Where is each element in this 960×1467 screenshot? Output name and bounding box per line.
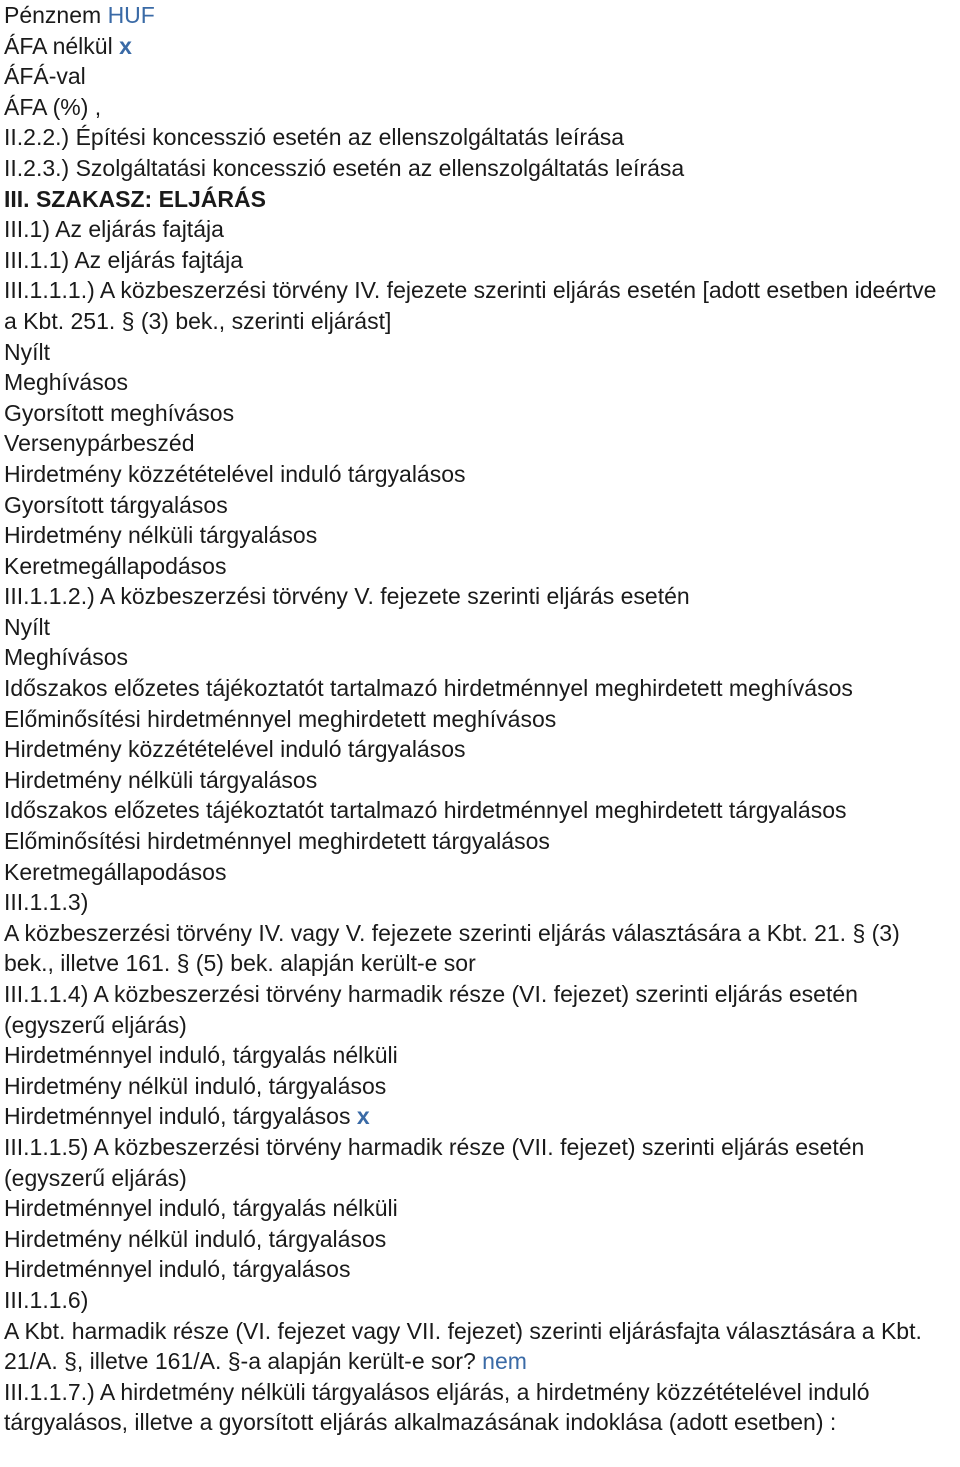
- section-2-2-3: II.2.3.) Szolgáltatási koncesszió esetén az ellenszolgáltatás leírása: [4, 154, 685, 181]
- section-3-1-1-4-title: III.1.1.4) A közbeszerzési törvény harmadik része (VI. fejezet) szerinti eljárás esetén (egyszerű eljárás): [4, 981, 858, 1038]
- list-item: Gyorsított tárgyalásos: [4, 491, 228, 518]
- vat-without-mark: x: [119, 32, 132, 59]
- list-item: Hirdetménnyel induló, tárgyalás nélküli: [4, 1042, 398, 1069]
- vat-percent-label: ÁFA (%) ,: [4, 93, 102, 120]
- list-item: Meghívásos: [4, 369, 129, 396]
- section-3-1-1: III.1.1) Az eljárás fajtája: [4, 246, 244, 273]
- section-3-1-1-6-value: nem: [482, 1348, 527, 1375]
- currency-row: [4, 0, 960, 31]
- list-item: Keretmegállapodásos: [4, 858, 227, 885]
- section-3-1-1-1: III.1.1.1.) A közbeszerzési törvény IV. fejezete szerinti eljárás esetén [adott esetben ideértve a Kbt. 251. § (3) bek., szerinti eljárást]: [4, 277, 937, 334]
- list-item: Versenypárbeszéd: [4, 430, 195, 457]
- list-item: Nyílt: [4, 338, 50, 365]
- section-3-1-1-5-title: III.1.1.5) A közbeszerzési törvény harmadik része (VII. fejezet) szerinti eljárás esetén (egyszerű eljárás): [4, 1133, 865, 1191]
- section-3-1-1-6-code: III.1.1.6): [4, 1286, 89, 1313]
- section-2-2-2: II.2.2.) Építési koncesszió esetén az ellenszolgáltatás leírása: [4, 124, 625, 151]
- section-3-1-1-2: III.1.1.2.) A közbeszerzési törvény V. fejezete szerinti eljárás esetén: [4, 583, 690, 610]
- list-item: Keretmegállapodásos: [4, 552, 227, 579]
- list-item: Időszakos előzetes tájékoztatót tartalmazó hirdetménnyel meghirdetett meghívásos: [4, 675, 853, 702]
- list-item: Nyílt: [4, 613, 50, 640]
- procedure-list-iv: [4, 337, 960, 582]
- selected-item-row: [4, 1101, 960, 1132]
- list-item: Meghívásos: [4, 644, 129, 671]
- list-item: Hirdetménnyel induló, tárgyalásos: [4, 1103, 351, 1130]
- vat-without-row: [4, 31, 960, 62]
- vat-without-label: ÁFA nélkül: [4, 32, 113, 59]
- list-item: Hirdetmény nélkül induló, tárgyalásos: [4, 1225, 387, 1252]
- currency-label: Pénznem: [4, 2, 102, 28]
- list-item: Előminősítési hirdetménnyel meghirdetett meghívásos: [4, 705, 557, 732]
- section-3-1-1-3-code: III.1.1.3): [4, 889, 89, 916]
- list-item: Időszakos előzetes tájékoztatót tartalmazó hirdetménnyel meghirdetett tárgyalásos: [4, 797, 847, 824]
- list-item: Hirdetménnyel induló, tárgyalásos: [4, 1256, 351, 1283]
- section-3-1-1-6-text: A Kbt. harmadik része (VI. fejezet vagy VII. fejezet) szerinti eljárásfajta választására a Kbt. 21/A. §, illetve 161/A. §-a alapján került-e sor?: [4, 1317, 922, 1375]
- vat-with-label: ÁFÁ-val: [4, 63, 86, 90]
- procedure-list-v: [4, 612, 960, 887]
- section-3-1-1-7: III.1.1.7.) A hirdetmény nélküli tárgyalásos eljárás, a hirdetmény közzétételével induló tárgyalásos, illetve a gyorsított eljárás alkalmazásának indoklása (adott esetben) :: [4, 1378, 870, 1436]
- list-item: Előminősítési hirdetménnyel meghirdetett tárgyalásos: [4, 828, 550, 855]
- section-3-1-1-6-row: [4, 1316, 954, 1377]
- currency-value: HUF: [107, 2, 155, 28]
- list-item: Hirdetménnyel induló, tárgyalás nélküli: [4, 1195, 398, 1222]
- list-item: Gyorsított meghívásos: [4, 399, 235, 426]
- list-item: Hirdetmény nélkül induló, tárgyalásos: [4, 1072, 387, 1099]
- list-item: Hirdetmény közzétételével induló tárgyalásos: [4, 736, 466, 763]
- section-3-1: III.1) Az eljárás fajtája: [4, 216, 224, 243]
- selected-mark: x: [356, 1103, 370, 1130]
- section-3-title: III. SZAKASZ: ELJÁRÁS: [4, 185, 266, 212]
- section-3-1-1-3-text: A közbeszerzési törvény IV. vagy V. fejezete szerinti eljárás választására a Kbt. 21. § (3) bek., illetve 161. § (5) bek. alapján került-e sor: [4, 919, 900, 977]
- list-item: Hirdetmény nélküli tárgyalásos: [4, 766, 318, 793]
- list-item: Hirdetmény nélküli tárgyalásos: [4, 522, 318, 549]
- list-item: Hirdetmény közzétételével induló tárgyalásos: [4, 460, 466, 487]
